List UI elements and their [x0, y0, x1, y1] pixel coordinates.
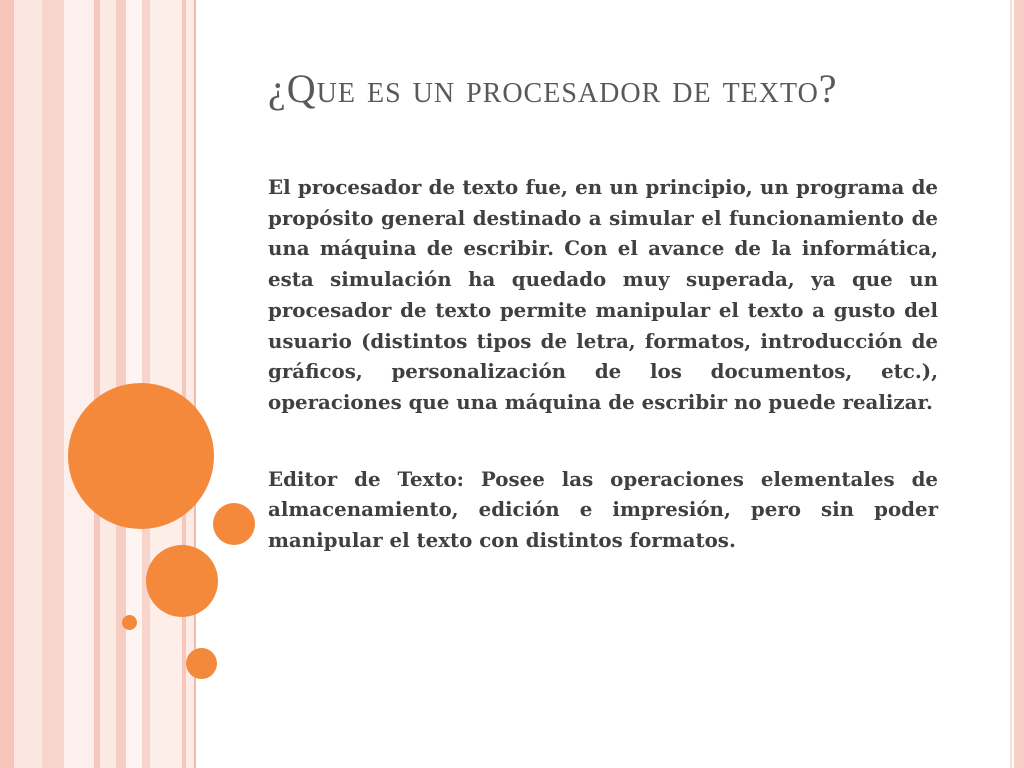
slide-body: [268, 172, 938, 602]
right-edge-stripe: [1014, 0, 1024, 768]
medium-circle: [146, 545, 218, 617]
stripe: [100, 0, 116, 768]
small-circle: [213, 503, 255, 545]
stripe: [42, 0, 64, 768]
paragraph-definition: El procesador de texto fue, en un principio, un programa de propósito general destinado a simular el funcionamiento de una máquina de escribir. Con el avance de la informática, esta simulación ha quedado muy superada, ya que un procesador de texto permite manipular el texto a gusto del usuario (distintos tipos de letra, formatos, introducción de gráficos, personalización de los documentos, etc.), operaciones que una máquina de escribir no puede realizar.: [268, 175, 938, 414]
right-edge-line: [1010, 0, 1012, 768]
tiny-circle: [122, 615, 137, 630]
decorative-stripes: [0, 0, 200, 768]
slide-title: ¿Que es un procesador de texto?: [268, 66, 838, 111]
stripe: [64, 0, 94, 768]
paragraph-editor: Editor de Texto: Posee las operaciones elementales de almacenamiento, edición e impresión, pero sin poder manipular el texto con distintos formatos.: [268, 466, 938, 553]
stripe: [14, 0, 42, 768]
small-circle-bottom: [186, 648, 217, 679]
stripe: [0, 0, 14, 768]
large-circle: [68, 383, 214, 529]
